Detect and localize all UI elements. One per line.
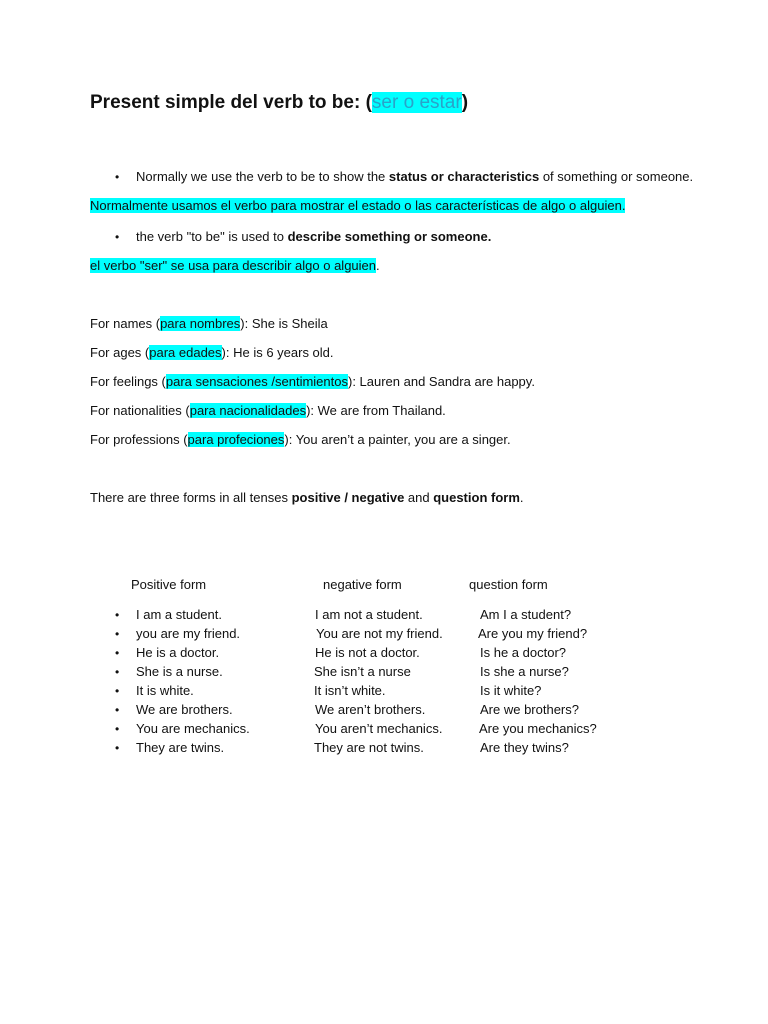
question-cell: Are we brothers? xyxy=(480,702,579,717)
negative-cell: I am not a student. xyxy=(315,607,423,622)
bullet-dot: • xyxy=(115,608,120,622)
use-pre: For names ( xyxy=(90,316,161,331)
header-positive-form: Positive form xyxy=(131,577,207,592)
forms-sentence-bold-2: question form xyxy=(433,490,520,505)
bullet-dot: • xyxy=(115,646,120,660)
positive-cell: you are my friend. xyxy=(136,626,241,641)
question-cell: Are you my friend? xyxy=(478,626,588,641)
question-cell: Are you mechanics? xyxy=(479,721,597,736)
negative-cell: You are not my friend. xyxy=(316,626,443,641)
positive-cell: You are mechanics. xyxy=(136,721,250,736)
use-highlight: para nombres xyxy=(160,316,241,331)
use-pre: For professions ( xyxy=(90,432,188,447)
question-cell: Is it white? xyxy=(480,683,542,698)
use-feelings xyxy=(90,373,535,391)
translation-2-highlight: el verbo "ser" se usa para describir algo o alguien xyxy=(90,258,376,273)
positive-cell: I am a student. xyxy=(136,607,222,622)
positive-cell: We are brothers. xyxy=(136,702,233,717)
intro-bullet-1-text-end: of something or someone. xyxy=(539,169,694,184)
use-post: ): Lauren and Sandra are happy. xyxy=(347,374,535,389)
bullet-dot: • xyxy=(115,627,120,641)
intro-bullet-2 xyxy=(136,228,491,246)
header-negative-form: negative form xyxy=(323,577,402,592)
positive-cell: It is white. xyxy=(136,683,194,698)
forms-sentence xyxy=(90,489,524,507)
forms-sentence-bold-1: positive / negative xyxy=(291,490,405,505)
bullet-dot: • xyxy=(115,665,120,679)
intro-bullet-1-text: Normally we use the verb to be to show the xyxy=(136,169,389,184)
use-highlight: para edades xyxy=(149,345,222,360)
header-question-form: question form xyxy=(469,577,548,592)
page-title xyxy=(90,92,468,114)
use-pre: For nationalities ( xyxy=(90,403,190,418)
use-post: ): You aren’t a painter, you are a singer. xyxy=(284,432,511,447)
use-highlight: para sensaciones /sentimientos xyxy=(165,374,348,389)
bullet-dot: • xyxy=(115,741,120,755)
negative-cell: You aren’t mechanics. xyxy=(315,721,443,736)
bullet-dot: • xyxy=(115,170,120,184)
use-professions xyxy=(90,431,511,449)
positive-cell: They are twins. xyxy=(136,740,225,755)
bullet-dot: • xyxy=(115,722,120,736)
title-suffix: ) xyxy=(461,92,469,113)
use-post: ): She is Sheila xyxy=(240,316,328,331)
intro-bullet-1-bold: status or characteristics xyxy=(388,169,540,184)
use-highlight: para profeciones xyxy=(187,432,285,447)
translation-2 xyxy=(90,257,380,275)
translation-1 xyxy=(90,197,625,215)
forms-sentence-and: and xyxy=(404,490,434,505)
intro-bullet-1 xyxy=(136,168,693,186)
title-prefix: Present simple del verb to be: ( xyxy=(90,92,372,113)
use-post: ): We are from Thailand. xyxy=(306,403,446,418)
question-cell: Am I a student? xyxy=(480,607,572,622)
use-post: ): He is 6 years old. xyxy=(221,345,334,360)
table-row xyxy=(0,644,768,663)
table-row xyxy=(0,682,768,701)
bullet-dot: • xyxy=(115,230,120,244)
table-row xyxy=(0,663,768,682)
table-row xyxy=(0,701,768,720)
table-row xyxy=(0,720,768,739)
question-cell: Is she a nurse? xyxy=(480,664,569,679)
bullet-dot: • xyxy=(115,684,120,698)
title-highlight: ser o estar xyxy=(371,92,462,113)
positive-cell: She is a nurse. xyxy=(136,664,223,679)
positive-cell: He is a doctor. xyxy=(136,645,220,660)
negative-cell: We aren’t brothers. xyxy=(315,702,426,717)
forms-sentence-text: There are three forms in all tenses xyxy=(90,490,292,505)
table-row xyxy=(0,625,768,644)
table-row xyxy=(0,739,768,758)
use-pre: For ages ( xyxy=(90,345,150,360)
table-row xyxy=(0,606,768,625)
use-nationalities xyxy=(90,402,446,420)
use-pre: For feelings ( xyxy=(90,374,166,389)
use-highlight: para nacionalidades xyxy=(189,403,307,418)
intro-bullet-2-text: the verb "to be" is used to xyxy=(136,229,288,244)
question-cell: Are they twins? xyxy=(480,740,569,755)
intro-bullet-2-bold: describe something or someone. xyxy=(287,229,492,244)
translation-1-highlight: Normalmente usamos el verbo para mostrar el estado o las características de algo o alguien. xyxy=(90,198,626,213)
translation-2-end: . xyxy=(376,258,380,273)
negative-cell: It isn’t white. xyxy=(314,683,386,698)
negative-cell: He is not a doctor. xyxy=(315,645,420,660)
use-ages xyxy=(90,344,334,362)
bullet-dot: • xyxy=(115,703,120,717)
negative-cell: She isn’t a nurse xyxy=(314,664,411,679)
question-cell: Is he a doctor? xyxy=(480,645,566,660)
negative-cell: They are not twins. xyxy=(314,740,424,755)
forms-sentence-end: . xyxy=(519,490,524,505)
use-names xyxy=(90,315,328,333)
